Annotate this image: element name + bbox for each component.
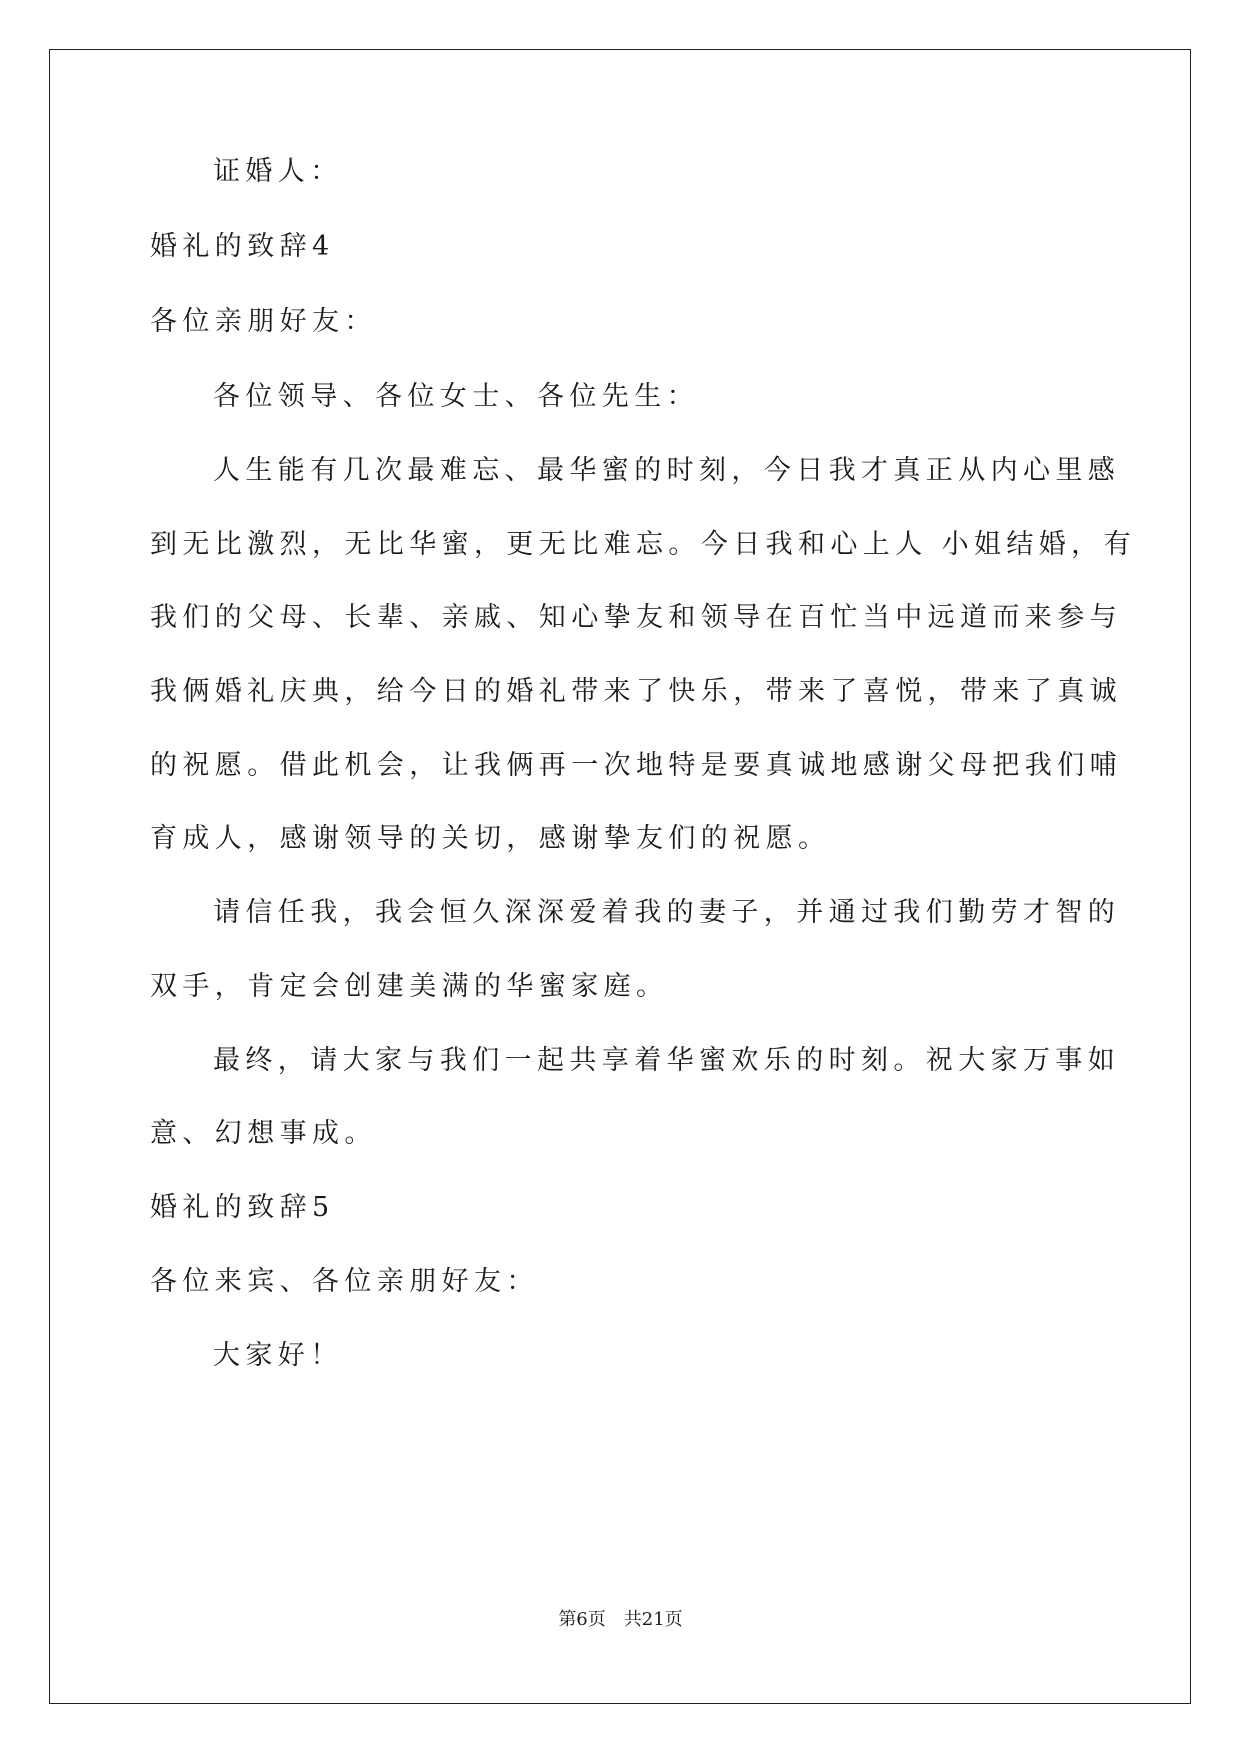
paragraph-line: 的祝愿。借此机会，让我俩再一次地特是要真诚地感谢父母把我们哺: [150, 750, 1122, 781]
paragraph-line: 最终，请大家与我们一起共享着华蜜欢乐的时刻。祝大家万事如: [213, 1045, 1121, 1076]
paragraph-line: 人生能有几次最难忘、最华蜜的时刻，今日我才真正从内心里感: [213, 455, 1121, 486]
text-line: 大家好！: [213, 1340, 343, 1371]
section-heading: 婚礼的致辞5: [150, 1192, 335, 1223]
page-number: 第6页: [558, 1609, 606, 1630]
text-line: 证婚人：: [213, 156, 343, 187]
paragraph-line: 意、幻想事成。: [150, 1118, 377, 1149]
total-pages: 共21页: [623, 1609, 683, 1630]
salutation: 各位来宾、各位亲朋好友：: [150, 1266, 539, 1297]
page-footer: [0, 1608, 1241, 1632]
paragraph-line: 到无比激烈，无比华蜜，更无比难忘。今日我和心上人 小姐结婚，有: [150, 529, 1136, 560]
paragraph-line: 我们的父母、长辈、亲戚、知心挚友和领导在百忙当中远道而来参与: [150, 602, 1122, 633]
text-line: 各位领导、各位女士、各位先生：: [213, 381, 699, 412]
salutation: 各位亲朋好友：: [150, 306, 377, 337]
page-border: [49, 49, 1191, 1704]
section-heading: 婚礼的致辞4: [150, 231, 335, 262]
paragraph-line: 双手，肯定会创建美满的华蜜家庭。: [150, 971, 669, 1002]
paragraph-line: 请信任我，我会恒久深深爱着我的妻子，并通过我们勤劳才智的: [213, 897, 1121, 928]
paragraph-line: 育成人，感谢领导的关切，感谢挚友们的祝愿。: [150, 823, 831, 854]
paragraph-line: 我俩婚礼庆典，给今日的婚礼带来了快乐，带来了喜悦，带来了真诚: [150, 676, 1122, 707]
